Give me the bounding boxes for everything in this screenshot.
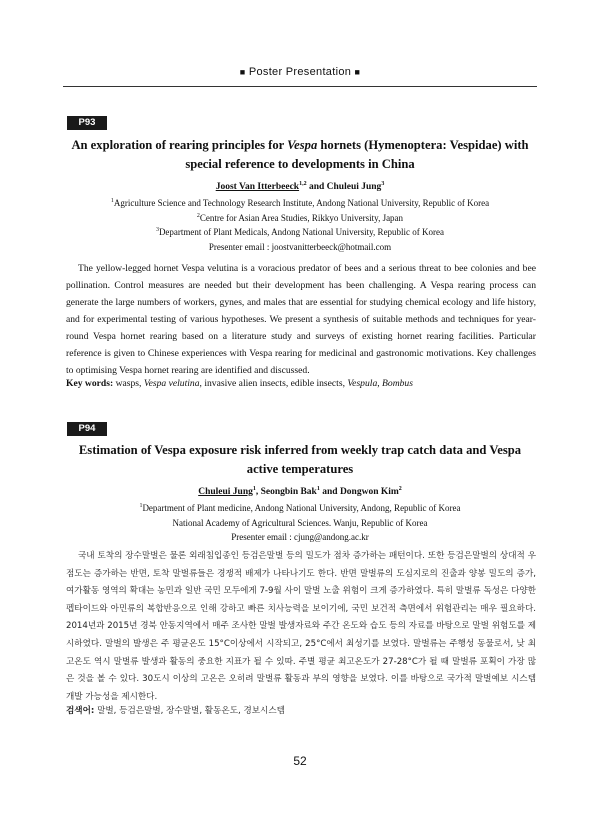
p94-keywords: 검색어: 말벌, 등검은말벌, 장수말벌, 활동온도, 경보시스템 <box>66 706 285 716</box>
p94-affiliations <box>63 501 537 545</box>
p93-affiliations <box>63 196 537 254</box>
p93-keywords: Key words: wasps, Vespa velutina, invasive alien insects, edible insects, Vespula, Bombus <box>66 378 413 389</box>
p93-abstract: The yellow-legged hornet Vespa velutina is a voracious predator of bees and a serious threat to bee colonies and bee pollination. Control measures are needed but their development has been challenging. A Vespa rearing process can generate the large numbers of workers, gynes, and males that are essential for studying chemical ecology and life history, and for experimental testing of various hypotheses. We present a synthesis of suitable methods and techniques for year-round Vespa hornet rearing based on a literature study and surveys of existing hornet rearing facilities. Particular reference is given to Chinese experiences with Vespa rearing for medicinal and gastronomic motivations. Key challenges to optimising Vespa hornet rearing are identified and discussed. <box>66 263 536 376</box>
affiliation-line: $^2$Centre for Asian Area Studies, Rikkyo University, Japan <box>196 212 404 223</box>
p93-title: An exploration of rearing principles for Vespa hornets (Hymenoptera: Vespidae) with special reference to developments in China <box>71 138 529 171</box>
poster-tag-p94: P94 <box>67 422 107 436</box>
affiliation-line: $^3$Department of Plant Medicals, Andong National University, Republic of Korea <box>155 227 445 237</box>
affiliation-line: $^1$Department of Plant medicine, Andong National University, Andong, Republic of Korea <box>139 503 461 513</box>
square-icon: ■ <box>354 67 361 77</box>
p94-abstract: 국내 토착의 장수말벌은 물론 외래침입종인 등검은말벌 등의 밀도가 점차 증가하는 패턴이다. 또한 등검은말벌의 상대적 우점도는 증가하는 반면, 토착 말벌류들은 경쟁적 배제가 나타나기도 한다. 반면 말벌류의 도심지로의 진출과 양봉 밀도의 증가, 여가활동 영역의 확대는 농민과 일반 국민 모두에게 7-9월 사이 말벌 노출 위험이 크게 증가하였다. 특히 말벌류 독성은 다양한 펩타이드와 아민류의 복합반응으로 인해 강하고 빠른 치사능력을 보이기에, 국민 보건적 측면에서 위험관리는 매우 필요하다. 2014년과 2015년 경북 안동지역에서 매주 조사한 말벌 발생자료와 주간 온도와 습도 등의 자료를 바탕으로 말벌 위험도를 제시하였다. 말벌의 발생은 주 평균온도 15°C이상에서 시작되고, 25°C에서 최성기를 보였다. 말벌류는 주행성 동물로서, 낮 최고온도 역시 말벌류 발생과 활동의 중요한 지표가 될 수 있따. 주별 평균 최고온도가 27-28°C가 될 때 말벌류 포획이 가장 많은 것을 볼 수 있다. 30도시 이상의 고온은 오히려 말벌류 활동과 부의 영향을 보였다. 이를 바탕으로 국가적 말벌예보 시스템 개발 가능성을 제시한다. <box>66 551 536 702</box>
affiliation-line: National Academy of Agricultural Sciences. Wanju, Republic of Korea <box>172 517 428 528</box>
p94-title: Estimation of Vespa exposure risk inferred from weekly trap catch data and Vespa active temperatures <box>78 443 522 476</box>
affiliation-line: $^1$Agriculture Science and Technology Research Institute, Andong National University, Republic of Korea <box>110 198 490 208</box>
header-text: Poster Presentation <box>248 66 352 78</box>
presenter-email: Presenter email : joostvanitterbeeck@hotmail.com <box>208 241 392 252</box>
presenter-email: Presenter email : cjung@andong.ac.kr <box>231 532 369 542</box>
header-rule <box>63 86 537 87</box>
p93-authors: Joost Van Itterbeeck$^{1,2}$ and Chuleui Jung$^3$ <box>215 180 385 192</box>
square-icon: ■ <box>239 67 246 77</box>
running-header <box>0 66 600 78</box>
p94-authors: Chuleui Jung$^1$, Seongbin Bak$^1$ and Dongwon Kim$^2$ <box>198 485 402 497</box>
poster-tag-p93: P93 <box>67 116 107 130</box>
page-number: 52 <box>293 754 307 768</box>
